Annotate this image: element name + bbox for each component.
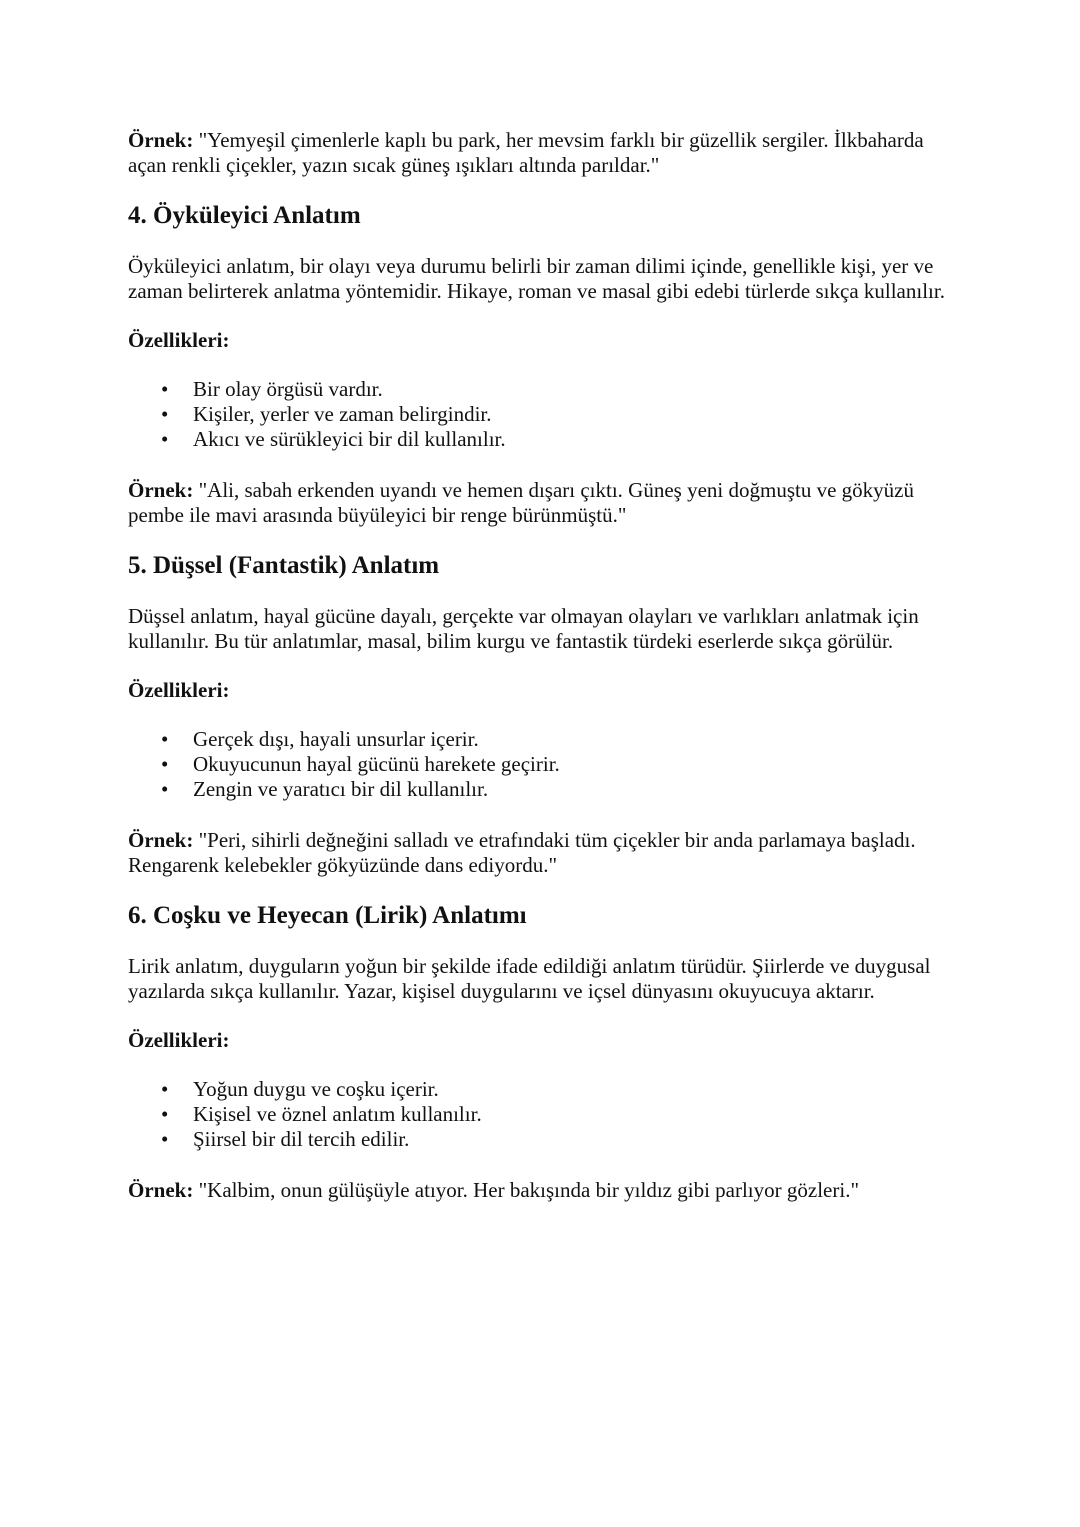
section-heading: 5. Düşsel (Fantastik) Anlatım bbox=[128, 552, 440, 579]
list-item-text: Okuyucunun hayal gücünü harekete geçirir. bbox=[193, 752, 560, 776]
list-item bbox=[128, 402, 958, 427]
bullet-icon: • bbox=[161, 427, 169, 451]
example-label: Örnek: bbox=[128, 828, 194, 852]
example-text: "Ali, sabah erkenden uyandı ve hemen dışarı çıktı. Güneş yeni doğmuştu ve gökyüzü pembe ile mavi arasında büyüleyici bir renge bürünmüştü." bbox=[128, 478, 914, 527]
features-list bbox=[128, 1077, 958, 1152]
list-item bbox=[128, 1077, 958, 1102]
example-paragraph bbox=[128, 128, 958, 178]
example-text: "Kalbim, onun gülüşüyle atıyor. Her bakışında bir yıldız gibi parlıyor gözleri." bbox=[198, 1178, 860, 1202]
list-item-text: Kişisel ve öznel anlatım kullanılır. bbox=[193, 1102, 482, 1126]
bullet-icon: • bbox=[161, 727, 169, 751]
section-dussel bbox=[128, 551, 958, 878]
example-text: "Yemyeşil çimenlerle kaplı bu park, her mevsim farklı bir güzellik sergiler. İlkbaharda açan renkli çiçekler, yazın sıcak güneş ışıkları altında parıldar." bbox=[128, 128, 924, 177]
example-label: Örnek: bbox=[128, 128, 194, 152]
example-text: "Peri, sihirli değneğini salladı ve etrafındaki tüm çiçekler bir anda parlamaya başladı. Rengarenk kelebekler gökyüzünde dans ediyordu." bbox=[128, 828, 916, 877]
bullet-icon: • bbox=[161, 777, 169, 801]
section-intro: Düşsel anlatım, hayal gücüne dayalı, gerçekte var olmayan olayları ve varlıkları anlatmak için kullanılır. Bu tür anlatımlar, masal, bilim kurgu ve fantastik türdeki eserlerde sıkça görülür. bbox=[128, 604, 919, 653]
features-title: Özellikleri: bbox=[128, 328, 230, 352]
section-lirik bbox=[128, 901, 958, 1203]
list-item bbox=[128, 1127, 958, 1152]
features-title: Özellikleri: bbox=[128, 1028, 230, 1052]
bullet-icon: • bbox=[161, 1077, 169, 1101]
example-paragraph bbox=[128, 828, 958, 878]
example-label: Örnek: bbox=[128, 1178, 194, 1202]
list-item bbox=[128, 727, 958, 752]
list-item bbox=[128, 752, 958, 777]
list-item bbox=[128, 777, 958, 802]
bullet-icon: • bbox=[161, 1102, 169, 1126]
section-oykuleyici bbox=[128, 201, 958, 528]
bullet-icon: • bbox=[161, 752, 169, 776]
example-paragraph bbox=[128, 478, 958, 528]
bullet-icon: • bbox=[161, 402, 169, 426]
list-item-text: Kişiler, yerler ve zaman belirgindir. bbox=[193, 402, 492, 426]
list-item-text: Şiirsel bir dil tercih edilir. bbox=[193, 1127, 410, 1151]
document-page bbox=[128, 128, 958, 1226]
section-intro: Öyküleyici anlatım, bir olayı veya durumu belirli bir zaman dilimi içinde, genellikle kişi, yer ve zaman belirterek anlatma yöntemidir. Hikaye, roman ve masal gibi edebi türlerde sıkça kullanılır. bbox=[128, 254, 945, 303]
section-heading: 4. Öyküleyici Anlatım bbox=[128, 202, 361, 229]
list-item-text: Akıcı ve sürükleyici bir dil kullanılır. bbox=[193, 427, 506, 451]
list-item bbox=[128, 1102, 958, 1127]
list-item-text: Zengin ve yaratıcı bir dil kullanılır. bbox=[193, 777, 489, 801]
bullet-icon: • bbox=[161, 377, 169, 401]
list-item bbox=[128, 427, 958, 452]
example-paragraph bbox=[128, 1178, 958, 1203]
features-title: Özellikleri: bbox=[128, 678, 230, 702]
section-intro: Lirik anlatım, duyguların yoğun bir şekilde ifade edildiği anlatım türüdür. Şiirlerde ve duygusal yazılarda sıkça kullanılır. Yazar, kişisel duygularını ve içsel dünyasını okuyucuya aktarır. bbox=[128, 954, 931, 1003]
list-item-text: Bir olay örgüsü vardır. bbox=[193, 377, 383, 401]
list-item-text: Gerçek dışı, hayali unsurlar içerir. bbox=[193, 727, 479, 751]
features-list bbox=[128, 377, 958, 452]
section-heading: 6. Coşku ve Heyecan (Lirik) Anlatımı bbox=[128, 902, 527, 929]
list-item-text: Yoğun duygu ve coşku içerir. bbox=[193, 1077, 439, 1101]
bullet-icon: • bbox=[161, 1127, 169, 1151]
example-label: Örnek: bbox=[128, 478, 194, 502]
list-item bbox=[128, 377, 958, 402]
features-list bbox=[128, 727, 958, 802]
